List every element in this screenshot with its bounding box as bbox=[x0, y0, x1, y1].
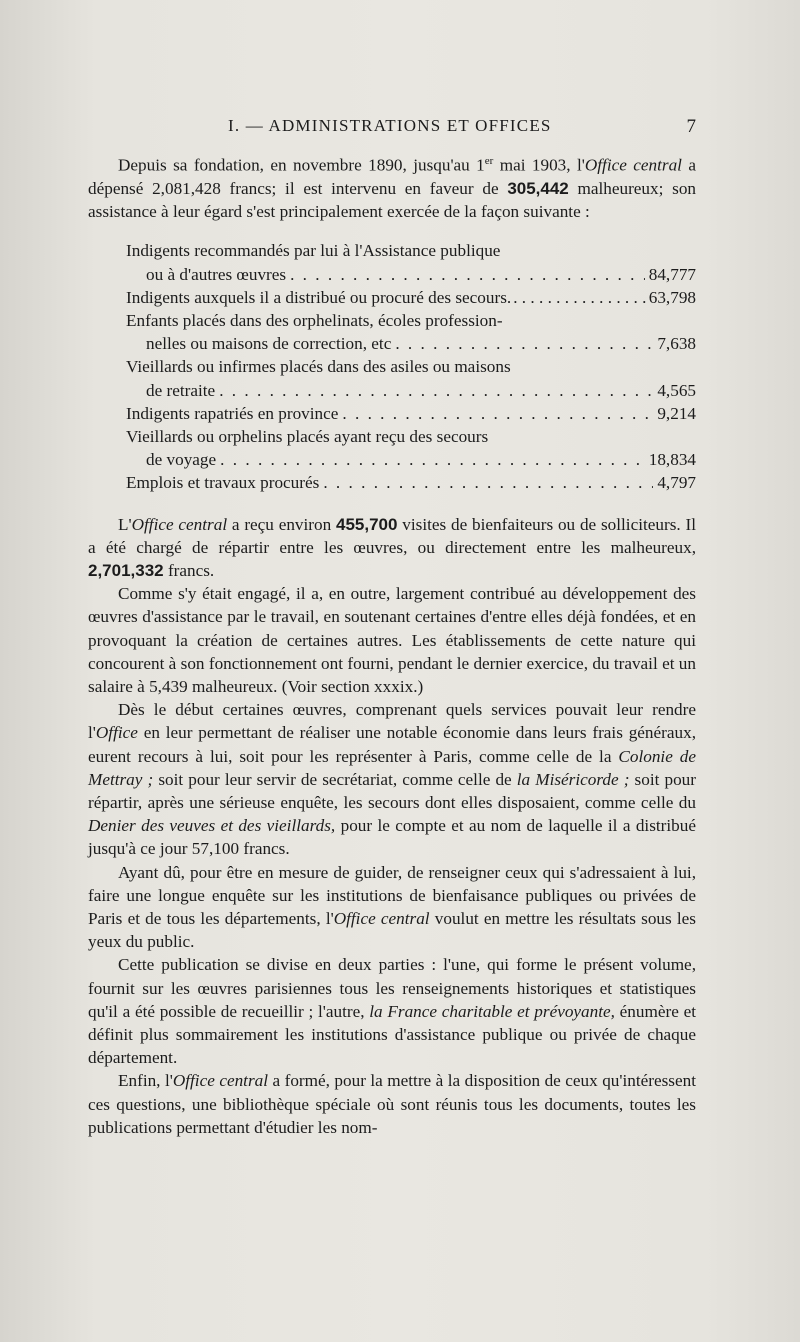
office-ref: Office bbox=[95, 723, 138, 743]
text: a dépensé 2,081,428 francs; il est intervenu en faveur de bbox=[88, 155, 696, 198]
stat-row bbox=[126, 355, 696, 401]
text: Depuis sa fondation, en novembre 1890, jusqu'au 1 bbox=[118, 155, 485, 175]
stat-value: 7,638 bbox=[657, 334, 696, 354]
office-central-ref: Office central bbox=[172, 1071, 269, 1091]
stat-label: Vieillards ou orphelins placés ayant reçu des secours bbox=[126, 426, 489, 446]
office-central-ref: Office central bbox=[131, 514, 228, 534]
stat-row bbox=[126, 309, 696, 355]
leader-dots bbox=[220, 448, 645, 471]
misericorde-ref: la Miséricorde ; bbox=[516, 769, 630, 789]
text: a formé, pour la mettre à la disposition de ceux qu'intéressent ces questions, une bibliothèque spéciale où sont réunis tous les documents, toutes les publications permettant d'étudier les nom- bbox=[88, 1071, 696, 1137]
text: a reçu environ bbox=[227, 514, 337, 534]
text: Dès le début certaines œuvres, comprenant quels services pouvait leur rendre l' bbox=[88, 700, 696, 743]
stat-value: 84,777 bbox=[648, 264, 696, 284]
text: soit pour leur servir de secrétariat, comme celle de bbox=[153, 769, 517, 789]
stat-row bbox=[126, 286, 696, 309]
stat-label: Indigents recommandés par lui à l'Assistance publique bbox=[126, 241, 501, 261]
text: francs. bbox=[163, 560, 215, 580]
stat-label-cont: de voyage bbox=[146, 450, 217, 470]
leader-dots bbox=[219, 379, 653, 402]
text: malheureux; son assistance à leur égard s'est principalement exercée de la façon suivante : bbox=[88, 178, 697, 222]
text: voulut en mettre les résultats sous les yeux du public. bbox=[88, 909, 696, 952]
leader-dots bbox=[342, 402, 653, 425]
france-charitable-ref: la France charitable et prévoyante, bbox=[369, 1001, 615, 1021]
stat-row bbox=[126, 425, 696, 471]
section-title: I. — ADMINISTRATIONS ET OFFICES bbox=[228, 116, 552, 135]
running-header bbox=[88, 116, 696, 140]
stat-row bbox=[126, 471, 696, 494]
count-visites: 455,700 bbox=[336, 514, 398, 534]
text: Cette publication se divise en deux parties : l'une, qui forme le présent volume, fournit sur les œuvres parisiennes tous les renseignements historiques et statistiques qu'il a été possible de recueillir ; l'autre, bbox=[88, 955, 696, 1021]
stat-value: 9,214 bbox=[657, 403, 696, 423]
superscript: er bbox=[484, 155, 494, 167]
amount-francs: 2,701,332 bbox=[88, 560, 164, 580]
stat-label: Emplois et travaux procurés bbox=[126, 473, 320, 493]
stat-value: 4,565 bbox=[657, 380, 696, 400]
text: pour le compte et au nom de laquelle il a distribué jusqu'à ce jour 57,100 francs. bbox=[88, 816, 696, 859]
text: visites de bienfaiteurs ou de solliciteurs. Il a été chargé de répartir entre les œuvres, ou directement entre les malheureux, bbox=[88, 514, 696, 557]
paragraph-4 bbox=[88, 698, 696, 860]
leader-dots bbox=[323, 471, 653, 494]
paragraph-3: Comme s'y était engagé, il a, en outre, largement contribué au développement des œuvres d'assistance par le travail, en soutenant certaines d'entre elles déjà fondées, et en provoquant la création de certaines autres. Les établissements de cette nature qui concourent à son fonctionnement ont fourni, pendant le dernier exercice, du travail et un salaire à 5,439 malheureux. (Voir section xxxix.) bbox=[88, 584, 696, 696]
text: énumère et définit plus sommairement les institutions d'assistance publique ou privée de chaque département. bbox=[88, 1001, 696, 1068]
text: Ayant dû, pour être en mesure de guider, de renseigner ceux qui s'adressaient à lui, faire une longue enquête sur les institutions de bienfaisance publiques ou privées de Paris et de tous les départements, l' bbox=[88, 862, 696, 929]
colonie-mettray-ref: Colonie de Mettray ; bbox=[88, 746, 696, 789]
paragraph-2 bbox=[88, 513, 696, 583]
paragraph-6 bbox=[88, 953, 696, 1069]
stat-label: Enfants placés dans des orphelinats, écoles profession- bbox=[126, 310, 503, 330]
leader-dots bbox=[395, 332, 653, 355]
stat-value: 18,834 bbox=[648, 450, 696, 470]
text: L' bbox=[118, 514, 132, 534]
text: soit pour répartir, après une sérieuse enquête, les secours dont elles disposaient, comme celle du bbox=[88, 769, 696, 813]
stat-row bbox=[126, 402, 696, 425]
stat-value: 63,798 bbox=[648, 287, 696, 307]
office-central-ref: Office central bbox=[584, 155, 682, 175]
stat-label-cont: ou à d'autres œuvres bbox=[146, 264, 287, 284]
paragraph-7 bbox=[88, 1069, 696, 1139]
page-body bbox=[88, 150, 696, 1139]
leader-dots bbox=[513, 286, 647, 309]
paragraph-5 bbox=[88, 861, 696, 954]
paragraph-1 bbox=[88, 150, 696, 223]
text: en leur permettant de réaliser une notable économie dans leurs frais généraux, eurent recours à lui, soit pour les représenter à Paris, comme celle de la bbox=[88, 723, 696, 766]
statistics-list bbox=[126, 239, 696, 494]
text: Enfin, l' bbox=[118, 1071, 173, 1091]
office-central-ref: Office central bbox=[333, 909, 430, 929]
stat-label: Indigents auxquels il a distribué ou procuré des secours. bbox=[126, 287, 512, 307]
leader-dots bbox=[290, 263, 645, 286]
denier-veuves-ref: Denier des veuves et des vieillards, bbox=[88, 816, 336, 836]
stat-label: Vieillards ou infirmes placés dans des asiles ou maisons bbox=[126, 357, 511, 377]
stat-label: Indigents rapatriés en province bbox=[126, 403, 339, 423]
text: mai 1903, l' bbox=[493, 155, 585, 175]
stat-label-cont: nelles ou maisons de correction, etc bbox=[146, 334, 392, 354]
stat-label-cont: de retraite bbox=[146, 380, 216, 400]
stat-value: 4,797 bbox=[657, 473, 696, 493]
count-malheureux: 305,442 bbox=[507, 178, 569, 198]
stat-row bbox=[126, 239, 696, 285]
page-number: 7 bbox=[686, 116, 696, 137]
